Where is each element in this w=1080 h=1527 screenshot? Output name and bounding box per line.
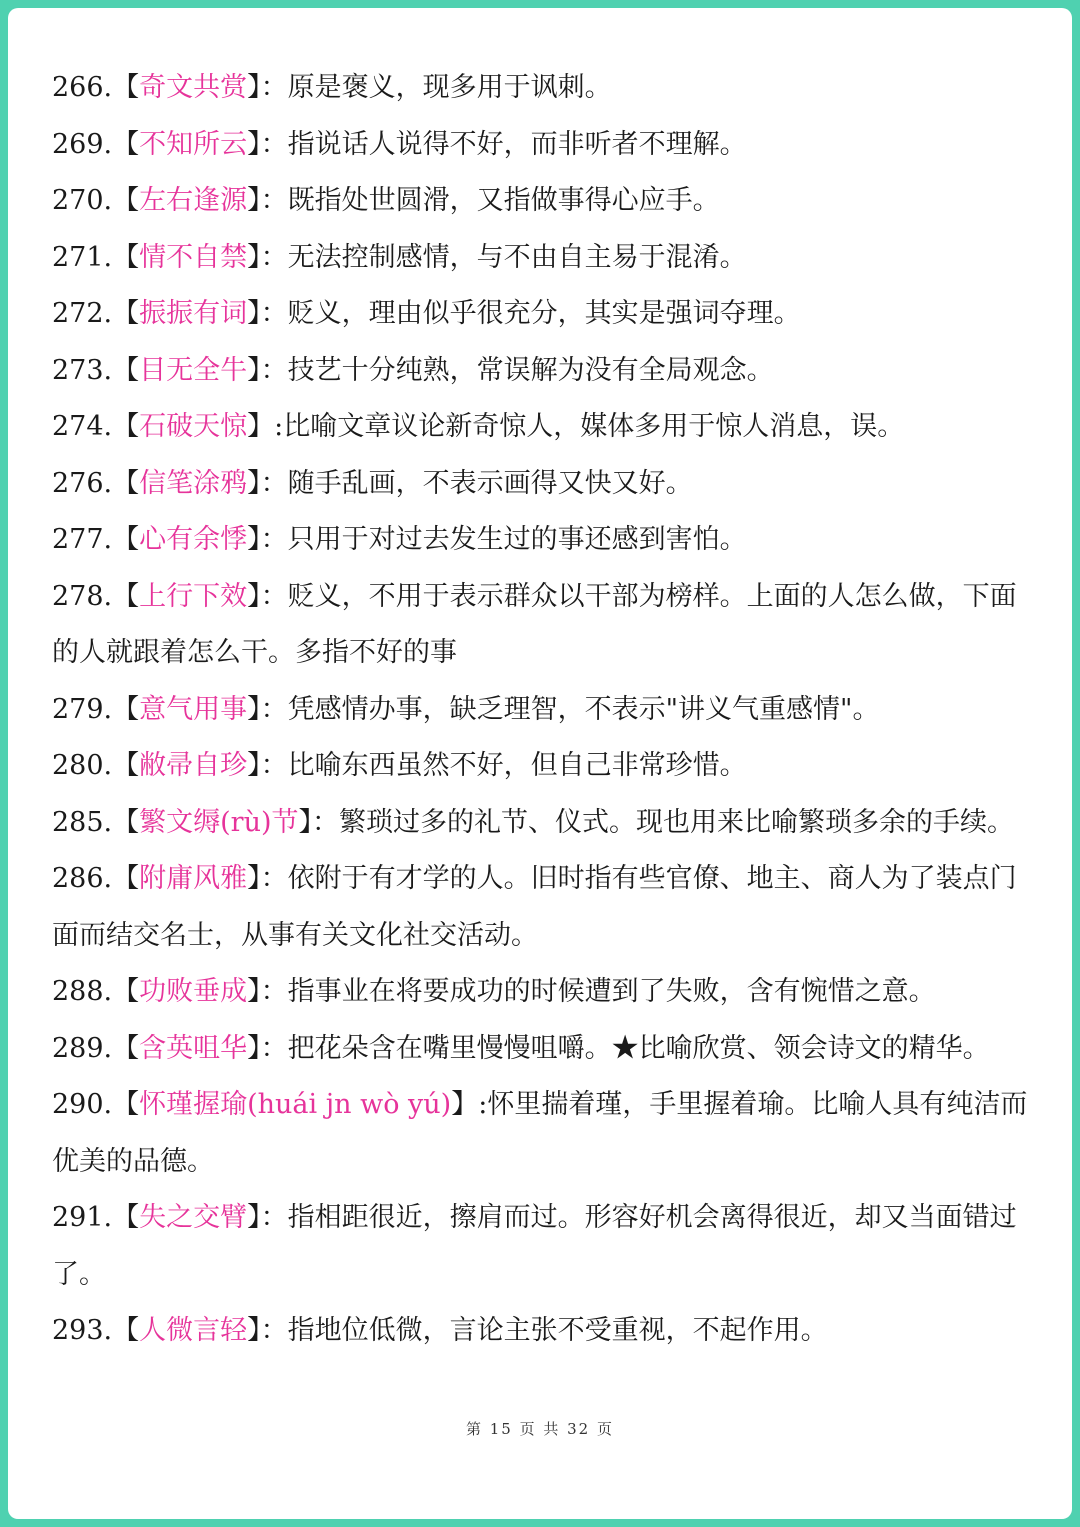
- entry-number: 272.: [52, 298, 113, 329]
- entry-number: 266.: [52, 72, 113, 103]
- close-bracket: 】: [247, 241, 261, 273]
- idiom-term: 情不自禁: [139, 241, 248, 273]
- idiom-term: 繁文缛(rù)节: [139, 806, 299, 838]
- idiom-term: 人微言轻: [139, 1315, 248, 1346]
- entry-number: 269.: [52, 128, 113, 160]
- entry-number: 279.: [52, 693, 113, 725]
- close-bracket: 】: [247, 411, 275, 442]
- idiom-definition: 指相距很近，擦肩而过。形容好机会离得很近，却又当面错过了。: [52, 1202, 1017, 1290]
- separator: :: [274, 411, 284, 442]
- close-bracket: 】: [247, 976, 261, 1007]
- entry-number: 276.: [52, 467, 113, 499]
- idiom-definition: 比喻文章议论新奇惊人，媒体多用于惊人消息，误。: [283, 411, 905, 442]
- idiom-definition: 随手乱画，不表示画得又快又好。: [287, 467, 693, 499]
- idiom-term: 失之交臂: [139, 1202, 248, 1233]
- page-footer: 第 15 页 共 32 页: [465, 1420, 614, 1438]
- open-bracket: 【: [112, 524, 140, 555]
- separator: ：: [260, 750, 288, 781]
- separator: :: [478, 1089, 488, 1120]
- open-bracket: 【: [112, 185, 140, 216]
- idiom-term: 目无全牛: [139, 354, 248, 386]
- idiom-definition: 指事业在将要成功的时候遭到了失败，含有惋惜之意。: [287, 976, 936, 1007]
- entry-number: 278.: [52, 580, 113, 612]
- list-item: [52, 60, 1037, 117]
- close-bracket: 】: [247, 298, 261, 329]
- list-item: [52, 117, 1037, 174]
- idiom-term: 左右逢源: [139, 185, 248, 216]
- idiom-term: 附庸风雅: [139, 863, 248, 894]
- idiom-definition: 比喻东西虽然不好，但自己非常珍惜。: [287, 750, 747, 781]
- idiom-term: 振振有词: [139, 298, 248, 329]
- list-item: [52, 456, 1037, 513]
- idiom-definition: 依附于有才学的人。旧时指有些官僚、地主、商人为了装点门面而结交名士，从事有关文化社交活动。: [52, 863, 1017, 951]
- separator: ：: [260, 72, 288, 103]
- list-item: [52, 399, 1037, 456]
- list-item: [52, 512, 1037, 569]
- open-bracket: 【: [112, 298, 140, 329]
- separator: ：: [260, 976, 288, 1007]
- separator: ：: [260, 354, 288, 386]
- idiom-term: 上行下效: [139, 580, 248, 612]
- close-bracket: 】: [451, 1089, 479, 1120]
- entry-number: 277.: [52, 524, 113, 555]
- open-bracket: 【: [112, 72, 140, 103]
- entry-number: 280.: [52, 750, 113, 781]
- close-bracket: 】: [247, 128, 261, 160]
- list-item: [52, 343, 1037, 400]
- document-page: [8, 8, 1072, 1519]
- open-bracket: 【: [112, 580, 140, 612]
- entry-number: 273.: [52, 354, 113, 386]
- idiom-term: 信笔涂鸦: [139, 467, 248, 499]
- open-bracket: 【: [112, 467, 140, 499]
- close-bracket: 】: [247, 185, 261, 216]
- separator: ：: [260, 241, 288, 273]
- list-item: [52, 173, 1037, 230]
- open-bracket: 【: [112, 411, 140, 442]
- separator: ：: [312, 806, 339, 838]
- close-bracket: 】: [247, 750, 261, 781]
- idiom-definition: 把花朵含在嘴里慢慢咀嚼。★比喻欣赏、领会诗文的精华。: [287, 1032, 990, 1064]
- close-bracket: 】: [247, 524, 261, 555]
- entry-number: 270.: [52, 185, 113, 216]
- open-bracket: 【: [112, 128, 140, 160]
- entry-number: 290.: [52, 1089, 113, 1120]
- idiom-definition: 繁琐过多的礼节、仪式。现也用来比喻繁琐多余的手续。: [339, 806, 1014, 838]
- separator: ：: [260, 524, 288, 555]
- entry-number: 291.: [52, 1202, 113, 1233]
- idiom-definition: 只用于对过去发生过的事还感到害怕。: [287, 524, 747, 555]
- open-bracket: 【: [112, 806, 140, 838]
- close-bracket: 】: [247, 1315, 261, 1346]
- separator: ：: [260, 298, 288, 329]
- idiom-term: 心有余悸: [139, 524, 248, 555]
- entry-number: 271.: [52, 241, 113, 273]
- close-bracket: 】: [247, 693, 261, 725]
- list-item: [52, 682, 1037, 739]
- list-item: [52, 569, 1037, 682]
- idiom-definition: 无法控制感情，与不由自主易于混淆。: [287, 241, 747, 273]
- separator: ：: [260, 467, 288, 499]
- close-bracket: 】: [247, 1202, 261, 1233]
- separator: ：: [260, 580, 288, 612]
- idiom-definition: 贬义，理由似乎很充分，其实是强词夺理。: [287, 298, 801, 329]
- idiom-definition: 原是褒义，现多用于讽刺。: [287, 72, 612, 103]
- separator: ：: [260, 1315, 288, 1346]
- entry-number: 289.: [52, 1032, 113, 1064]
- open-bracket: 【: [112, 1315, 140, 1346]
- separator: ：: [260, 1202, 288, 1233]
- open-bracket: 【: [112, 1032, 140, 1064]
- list-item: [52, 795, 1037, 852]
- close-bracket: 】: [298, 806, 312, 838]
- close-bracket: 】: [247, 72, 261, 103]
- idiom-definition: 贬义，不用于表示群众以干部为榜样。上面的人怎么做，下面的人就跟着怎么干。多指不好的事: [52, 580, 1017, 668]
- open-bracket: 【: [112, 241, 140, 273]
- list-item: [52, 286, 1037, 343]
- entry-number: 274.: [52, 411, 113, 442]
- idiom-term: 怀瑾握瑜(huái jn wò yú): [139, 1089, 452, 1120]
- idiom-term: 含英咀华: [139, 1032, 248, 1064]
- list-item: [52, 230, 1037, 287]
- entry-number: 293.: [52, 1315, 113, 1346]
- list-item: [52, 964, 1037, 1021]
- close-bracket: 】: [247, 863, 261, 894]
- entry-number: 285.: [52, 806, 113, 838]
- idiom-definition: 凭感情办事，缺乏理智，不表示"讲义气重感情"。: [287, 693, 880, 725]
- idiom-definition: 指地位低微，言论主张不受重视，不起作用。: [287, 1315, 828, 1346]
- entry-number: 286.: [52, 863, 113, 894]
- close-bracket: 】: [247, 1032, 261, 1064]
- entry-number: 288.: [52, 976, 113, 1007]
- idiom-term: 意气用事: [139, 693, 248, 725]
- close-bracket: 】: [247, 467, 261, 499]
- close-bracket: 】: [247, 354, 261, 386]
- open-bracket: 【: [112, 354, 140, 386]
- close-bracket: 】: [247, 580, 261, 612]
- idiom-term: 不知所云: [139, 128, 248, 160]
- open-bracket: 【: [112, 1089, 140, 1120]
- idiom-list: [52, 60, 1037, 1360]
- open-bracket: 【: [112, 863, 140, 894]
- idiom-definition: 技艺十分纯熟，常误解为没有全局观念。: [287, 354, 774, 386]
- list-item: [52, 1190, 1037, 1303]
- separator: ：: [260, 128, 288, 160]
- separator: ：: [260, 1032, 288, 1064]
- idiom-term: 功败垂成: [139, 976, 248, 1007]
- open-bracket: 【: [112, 693, 140, 725]
- list-item: [52, 1077, 1037, 1190]
- list-item: [52, 738, 1037, 795]
- open-bracket: 【: [112, 1202, 140, 1233]
- idiom-term: 敝帚自珍: [139, 750, 248, 781]
- list-item: [52, 1021, 1037, 1078]
- idiom-term: 奇文共赏: [139, 72, 248, 103]
- list-item: [52, 1303, 1037, 1360]
- open-bracket: 【: [112, 750, 140, 781]
- open-bracket: 【: [112, 976, 140, 1007]
- separator: ：: [260, 693, 288, 725]
- separator: ：: [260, 185, 288, 216]
- idiom-definition: 指说话人说得不好，而非听者不理解。: [287, 128, 747, 160]
- list-item: [52, 851, 1037, 964]
- separator: ：: [260, 863, 288, 894]
- idiom-definition: 既指处世圆滑，又指做事得心应手。: [287, 185, 720, 216]
- idiom-term: 石破天惊: [139, 411, 248, 442]
- idiom-definition: 怀里揣着瑾，手里握着瑜。比喻人具有纯洁而优美的品德。: [52, 1089, 1028, 1177]
